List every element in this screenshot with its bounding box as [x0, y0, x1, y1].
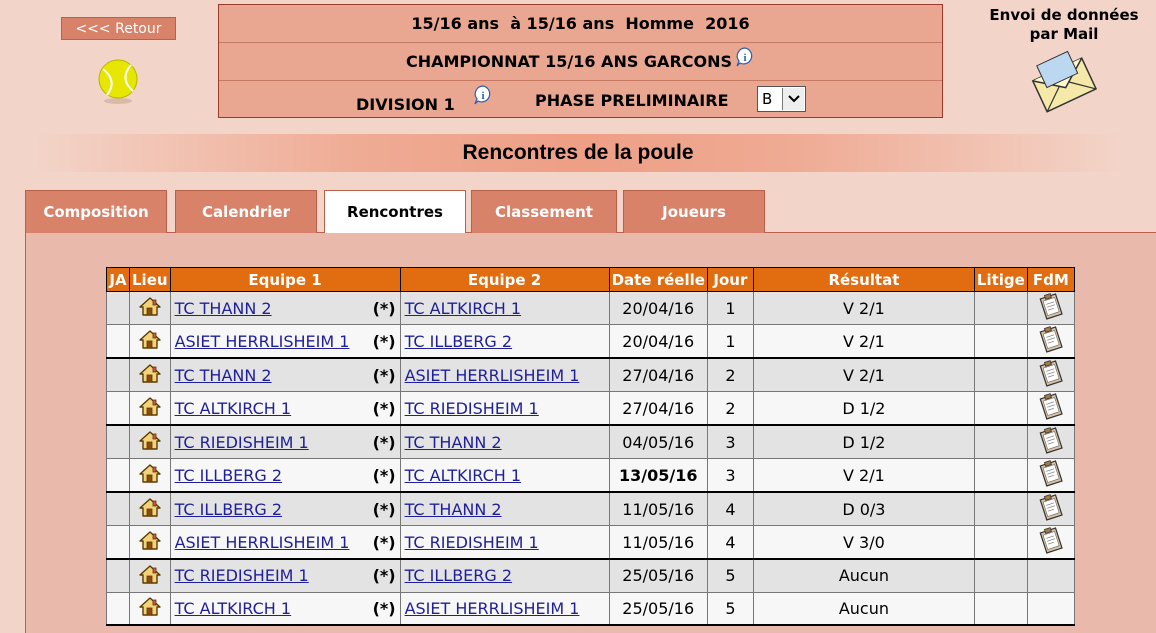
home-icon[interactable] [139, 596, 161, 620]
equipe1-cell [170, 492, 400, 526]
matches-table [106, 267, 1075, 626]
home-icon[interactable] [139, 497, 161, 521]
equipe2-cell [400, 526, 609, 560]
equipe2-link[interactable]: TC ALTKIRCH 1 [404, 465, 522, 485]
col-resultat: Résultat [753, 268, 974, 292]
lieu-cell [130, 526, 171, 560]
fdm-cell [1027, 358, 1074, 392]
equipe2-link[interactable]: ASIET HERRLISHEIM 1 [404, 598, 580, 618]
litige-cell [974, 358, 1027, 392]
col-jour: Jour [707, 268, 753, 292]
resultat-cell: D 1/2 [753, 425, 974, 459]
captain-marker: (*) [372, 598, 396, 618]
equipe2-link[interactable]: TC RIEDISHEIM 1 [404, 398, 539, 418]
litige-cell [974, 492, 1027, 526]
equipe2-link[interactable]: TC ALTKIRCH 1 [404, 298, 522, 318]
home-icon[interactable] [139, 430, 161, 454]
litige-cell [974, 459, 1027, 493]
litige-cell [974, 526, 1027, 560]
info-icon[interactable] [735, 47, 755, 67]
table-row [107, 425, 1075, 459]
equipe1-link[interactable]: ASIET HERRLISHEIM 1 [174, 331, 350, 351]
clipboard-icon[interactable] [1038, 359, 1064, 391]
captain-marker: (*) [372, 499, 396, 519]
jour-cell: 2 [707, 392, 753, 426]
equipe1-cell [170, 459, 400, 493]
captain-marker: (*) [372, 365, 396, 385]
litige-cell [974, 292, 1027, 325]
date-cell: 11/05/16 [609, 526, 707, 560]
ja-cell [107, 425, 130, 459]
home-icon[interactable] [139, 564, 161, 588]
clipboard-icon[interactable] [1038, 426, 1064, 458]
category-text: 15/16 ans à 15/16 ans Homme 2016 [411, 14, 750, 33]
lieu-cell [130, 592, 171, 625]
competition-category [219, 5, 942, 43]
tab-calendrier[interactable]: Calendrier [175, 190, 317, 233]
resultat-cell: D 1/2 [753, 392, 974, 426]
ja-cell [107, 526, 130, 560]
jour-cell: 2 [707, 358, 753, 392]
phase-label: PHASE PRELIMINAIRE [535, 91, 729, 110]
fdm-cell [1027, 592, 1074, 625]
equipe1-cell [170, 592, 400, 625]
date-cell: 20/04/16 [609, 325, 707, 359]
equipe1-link[interactable]: TC ILLBERG 2 [174, 499, 283, 519]
table-row [107, 492, 1075, 526]
tab-rencontres[interactable]: Rencontres [324, 190, 466, 233]
clipboard-icon[interactable] [1038, 526, 1064, 558]
tab-composition[interactable]: Composition [25, 190, 167, 233]
jour-cell: 3 [707, 459, 753, 493]
col-litige: Litige [974, 268, 1027, 292]
fdm-cell [1027, 292, 1074, 325]
resultat-cell: V 2/1 [753, 358, 974, 392]
home-icon[interactable] [139, 363, 161, 387]
col-equipe1: Equipe 1 [170, 268, 400, 292]
equipe2-cell [400, 425, 609, 459]
resultat-cell: V 2/1 [753, 292, 974, 325]
poule-select-value: B [762, 90, 773, 108]
lieu-cell [130, 459, 171, 493]
resultat-cell: D 0/3 [753, 492, 974, 526]
championship-title: CHAMPIONNAT 15/16 ANS GARCONS [405, 52, 733, 71]
date-cell: 27/04/16 [609, 358, 707, 392]
jour-cell: 1 [707, 325, 753, 359]
clipboard-icon[interactable] [1038, 325, 1064, 357]
table-row [107, 459, 1075, 493]
equipe2-cell [400, 392, 609, 426]
equipe1-link[interactable]: TC ALTKIRCH 1 [174, 398, 292, 418]
equipe1-link[interactable]: TC THANN 2 [174, 298, 272, 318]
equipe1-cell [170, 392, 400, 426]
equipe1-link[interactable]: TC ALTKIRCH 1 [174, 598, 292, 618]
fdm-cell [1027, 559, 1074, 592]
equipe2-link[interactable]: TC ILLBERG 2 [404, 331, 513, 351]
clipboard-icon[interactable] [1038, 459, 1064, 491]
info-icon[interactable] [473, 85, 493, 105]
equipe2-cell [400, 559, 609, 592]
equipe1-link[interactable]: TC RIEDISHEIM 1 [174, 432, 309, 452]
captain-marker: (*) [372, 532, 396, 552]
page-title: Rencontres de la poule [33, 134, 1123, 172]
equipe2-link[interactable]: TC THANN 2 [404, 432, 502, 452]
equipe1-link[interactable]: TC RIEDISHEIM 1 [174, 566, 309, 586]
col-lieu: Lieu [130, 268, 171, 292]
ja-cell [107, 392, 130, 426]
equipe1-link[interactable]: ASIET HERRLISHEIM 1 [174, 532, 350, 552]
date-cell: 25/05/16 [609, 592, 707, 625]
jour-cell: 5 [707, 592, 753, 625]
home-icon[interactable] [139, 396, 161, 420]
captain-marker: (*) [372, 465, 396, 485]
table-row [107, 358, 1075, 392]
equipe1-link[interactable]: TC ILLBERG 2 [174, 465, 283, 485]
equipe1-cell [170, 325, 400, 359]
date-cell: 20/04/16 [609, 292, 707, 325]
jour-cell: 5 [707, 559, 753, 592]
fdm-cell [1027, 459, 1074, 493]
captain-marker: (*) [372, 298, 396, 318]
equipe2-cell [400, 459, 609, 493]
ja-cell [107, 292, 130, 325]
date-cell: 13/05/16 [609, 459, 707, 493]
resultat-cell: Aucun [753, 559, 974, 592]
table-row [107, 325, 1075, 359]
captain-marker: (*) [372, 398, 396, 418]
equipe2-link[interactable]: TC THANN 2 [404, 499, 502, 519]
captain-marker: (*) [372, 331, 396, 351]
division-label: DIVISION 1 [356, 95, 455, 114]
ja-cell [107, 592, 130, 625]
envelope-icon[interactable] [1031, 48, 1097, 114]
tab-classement[interactable]: Classement [471, 190, 617, 233]
resultat-cell: V 2/1 [753, 325, 974, 359]
litige-cell [974, 392, 1027, 426]
equipe2-cell [400, 492, 609, 526]
equipe1-cell [170, 526, 400, 560]
ja-cell [107, 459, 130, 493]
col-fdm: FdM [1027, 268, 1074, 292]
retour-button[interactable]: <<< Retour [61, 17, 176, 40]
home-icon[interactable] [139, 296, 161, 320]
chevron-down-icon[interactable] [782, 88, 804, 110]
litige-cell [974, 425, 1027, 459]
home-icon[interactable] [139, 463, 161, 487]
captain-marker: (*) [372, 432, 396, 452]
litige-cell [974, 592, 1027, 625]
lieu-cell [130, 425, 171, 459]
fdm-cell [1027, 526, 1074, 560]
lieu-cell [130, 392, 171, 426]
jour-cell: 4 [707, 526, 753, 560]
ja-cell [107, 559, 130, 592]
table-row [107, 559, 1075, 592]
table-row [107, 526, 1075, 560]
division-row [219, 81, 942, 119]
date-cell: 25/05/16 [609, 559, 707, 592]
col-equipe2: Equipe 2 [400, 268, 609, 292]
equipe2-cell [400, 292, 609, 325]
equipe1-cell [170, 559, 400, 592]
equipe2-cell [400, 592, 609, 625]
col-ja: JA [107, 268, 130, 292]
lieu-cell [130, 559, 171, 592]
tab-joueurs[interactable]: Joueurs [623, 190, 765, 233]
captain-marker: (*) [372, 566, 396, 586]
resultat-cell: V 2/1 [753, 459, 974, 493]
equipe2-link[interactable]: TC RIEDISHEIM 1 [404, 532, 539, 552]
resultat-cell: Aucun [753, 592, 974, 625]
equipe1-cell [170, 425, 400, 459]
table-row [107, 392, 1075, 426]
equipe2-cell [400, 358, 609, 392]
date-cell: 11/05/16 [609, 492, 707, 526]
ja-cell [107, 492, 130, 526]
equipe2-link[interactable]: TC ILLBERG 2 [404, 566, 513, 586]
clipboard-icon[interactable] [1038, 392, 1064, 424]
equipe2-link[interactable]: ASIET HERRLISHEIM 1 [404, 365, 580, 385]
lieu-cell [130, 292, 171, 325]
championship-row [219, 43, 942, 81]
poule-select[interactable] [757, 86, 806, 112]
table-header-row [107, 268, 1075, 292]
resultat-cell: V 3/0 [753, 526, 974, 560]
clipboard-icon[interactable] [1038, 493, 1064, 525]
table-row [107, 592, 1075, 625]
competition-header [218, 4, 943, 118]
home-icon[interactable] [139, 530, 161, 554]
table-row [107, 292, 1075, 325]
equipe1-cell [170, 292, 400, 325]
ja-cell [107, 325, 130, 359]
litige-cell [974, 325, 1027, 359]
equipe1-link[interactable]: TC THANN 2 [174, 365, 272, 385]
lieu-cell [130, 358, 171, 392]
fdm-cell [1027, 425, 1074, 459]
col-date: Date réelle [609, 268, 707, 292]
equipe2-cell [400, 325, 609, 359]
date-cell: 04/05/16 [609, 425, 707, 459]
litige-cell [974, 559, 1027, 592]
home-icon[interactable] [139, 329, 161, 353]
jour-cell: 1 [707, 292, 753, 325]
jour-cell: 4 [707, 492, 753, 526]
jour-cell: 3 [707, 425, 753, 459]
date-cell: 27/04/16 [609, 392, 707, 426]
tennis-ball-icon [97, 57, 139, 105]
svg-text:i: i [743, 51, 747, 64]
fdm-cell [1027, 325, 1074, 359]
lieu-cell [130, 492, 171, 526]
fdm-cell [1027, 492, 1074, 526]
fdm-cell [1027, 392, 1074, 426]
lieu-cell [130, 325, 171, 359]
svg-text:i: i [481, 90, 485, 102]
clipboard-icon[interactable] [1038, 292, 1064, 324]
ja-cell [107, 358, 130, 392]
equipe1-cell [170, 358, 400, 392]
mail-title[interactable]: Envoi de données par Mail [989, 6, 1139, 43]
